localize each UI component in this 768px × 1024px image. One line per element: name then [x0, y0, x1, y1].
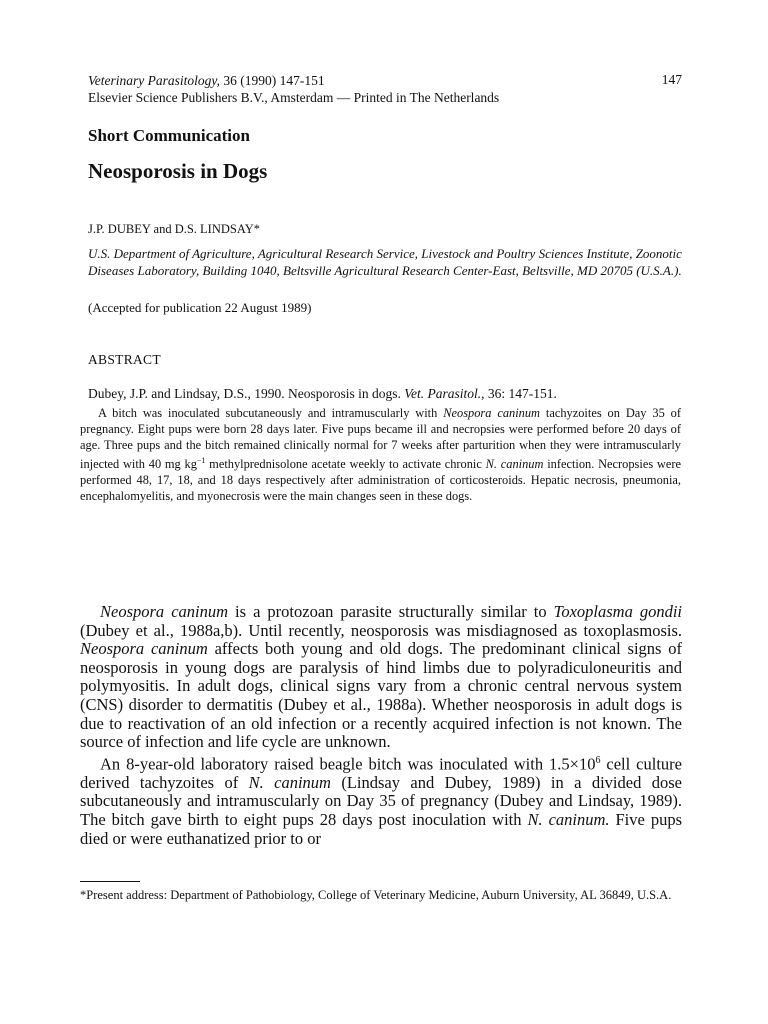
body-toxoplasma: Toxoplasma gondii — [553, 602, 683, 621]
citation-lead: Dubey, J.P. and Lindsay, D.S., 1990. Neosporosis in dogs. — [88, 386, 405, 401]
body-p1-a: is a protozoan parasite structurally similar to — [228, 602, 554, 621]
article-title: Neosporosis in Dogs — [88, 159, 268, 183]
abstract-text-4: infection. Necropsies were performed 48, 17, 18, and 18 days respectively after administration of corticosteroids. Hepatic necrosis, pneumonia, encephalomyelitis, and myonecrosis were the main changes seen in these dogs. — [80, 457, 681, 504]
citation-journal: Vet. Parasitol., — [404, 386, 485, 401]
citation-tail: 36: 147-151. — [484, 386, 557, 401]
abstract-text-1: A bitch was inoculated subcutaneously and intramuscularly with — [98, 406, 444, 420]
body-p2-d: Five pups died or were euthanatized prior to or — [80, 810, 682, 848]
journal-info: 36 (1990) 147-151 — [220, 73, 325, 88]
body-p2-a: An 8-year-old laboratory raised beagle bitch was inoculated with 1.5×10 — [100, 754, 596, 774]
publisher-line: Elsevier Science Publishers B.V., Amsterdam — Printed in The Netherlands — [88, 90, 500, 105]
abstract-text-3: methylprednisolone acetate weekly to activate chronic — [205, 457, 486, 472]
body-species: Neospora caninum — [100, 602, 229, 621]
abstract-species: Neospora caninum — [443, 406, 540, 420]
affiliation: U.S. Department of Agriculture, Agricultural Research Service, Livestock and Poultry Sciences Institute, Zoonotic Diseases Laboratory, Building 1040, Beltsville Agricultural Research Center-East, Beltsville, MD 20705 (U.S.A.). — [88, 246, 682, 278]
abstract-text-2: tachyzoites on Day 35 of pregnancy. Eight pups were born 28 days later. Five pups became ill and necropsies were performed before 20 days of age. Three pups and the bitch remained clinically normal for 7 weeks after parturition when they were intramuscularly injected with 40 mg kg — [80, 406, 681, 472]
body-p2-superscript: 6 — [595, 754, 601, 766]
authors: J.P. DUBEY and D.S. LINDSAY* — [88, 222, 261, 236]
section-label: Short Communication — [88, 126, 250, 145]
abstract-species-abbr: N. caninum — [485, 457, 544, 472]
body-text — [80, 603, 682, 848]
abstract-text — [80, 406, 681, 505]
body-p1-b: (Dubey et al., 1988a,b). Until recently, neosporosis was misdiagnosed as toxoplasmosis. — [80, 620, 682, 640]
accepted-date: (Accepted for publication 22 August 1989) — [88, 300, 312, 315]
page-number: 147 — [661, 72, 682, 87]
journal-citation — [88, 72, 325, 89]
body-p2-species: N. caninum — [248, 772, 331, 792]
body-p2-species-2: N. caninum. — [527, 810, 610, 830]
footnote-divider — [80, 881, 140, 882]
journal-name: Veterinary Parasitology, — [88, 73, 220, 88]
footnote — [80, 887, 682, 903]
body-paragraph-1 — [80, 603, 682, 752]
abstract-citation — [88, 386, 557, 402]
footnote-text: *Present address: Department of Pathobiology, College of Veterinary Medicine, Auburn University, AL 36849, U.S.A. — [80, 888, 672, 902]
body-species-2: Neospora caninum — [80, 639, 208, 659]
body-paragraph-2 — [80, 752, 682, 848]
body-p2-b: cell culture derived tachyzoites of — [80, 754, 682, 792]
body-p2-c: (Lindsay and Dubey, 1989) in a divided dose subcutaneously and intramuscularly on Day 35 of pregnancy (Dubey and Lindsay, 1989). The bitch gave birth to eight pups 28 days post inoculation with — [80, 772, 682, 830]
abstract-heading: ABSTRACT — [88, 352, 161, 367]
body-p1-c: affects both young and old dogs. The predominant clinical signs of neosporosis in young dogs are paralysis of hind limbs due to polyradiculoneuritis and polymyositis. In adult dogs, clinical signs vary from a chronic central nervous system (CNS) disorder to dermatitis (Dubey et al., 1988a). Whether neosporosis in adult dogs is due to reactivation of an old infection or a recently acquired infection is not known. The source of infection and life cycle are unknown. — [80, 639, 682, 752]
abstract-superscript: −1 — [196, 456, 206, 466]
